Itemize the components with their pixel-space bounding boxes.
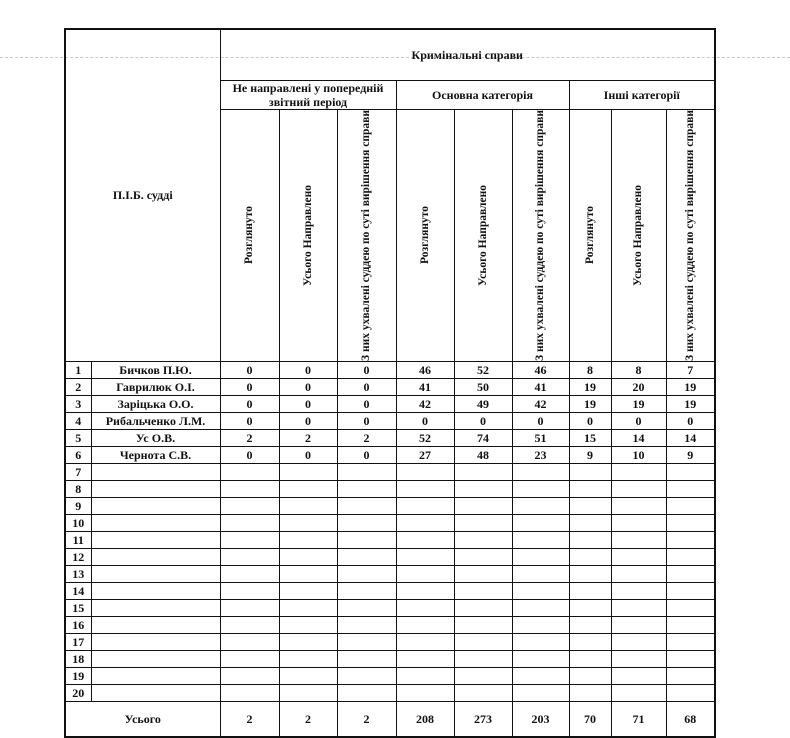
value-cell <box>611 651 666 668</box>
value-cell: 74 <box>454 430 512 447</box>
total-value: 71 <box>611 702 666 738</box>
value-cell <box>279 515 337 532</box>
value-cell: 8 <box>611 362 666 379</box>
value-cell <box>220 498 279 515</box>
value-cell <box>512 651 569 668</box>
value-cell <box>512 464 569 481</box>
value-cell <box>454 583 512 600</box>
table-row <box>65 379 715 396</box>
value-cell: 41 <box>396 379 454 396</box>
value-cell <box>569 600 611 617</box>
table-row <box>65 430 715 447</box>
value-cell: 0 <box>666 413 715 430</box>
column-header <box>279 110 337 362</box>
row-number: 9 <box>65 498 91 515</box>
value-cell <box>611 634 666 651</box>
value-cell <box>337 600 396 617</box>
value-cell: 52 <box>454 362 512 379</box>
column-header-label: Розглянуто <box>418 206 431 265</box>
value-cell: 52 <box>396 430 454 447</box>
value-cell <box>396 464 454 481</box>
table-row <box>65 464 715 481</box>
value-cell <box>611 481 666 498</box>
value-cell: 42 <box>396 396 454 413</box>
column-header <box>220 110 279 362</box>
row-number: 12 <box>65 549 91 566</box>
table-row <box>65 515 715 532</box>
value-cell <box>220 515 279 532</box>
row-number: 10 <box>65 515 91 532</box>
judge-name <box>91 634 220 651</box>
table-row <box>65 634 715 651</box>
value-cell: 19 <box>569 396 611 413</box>
table-row <box>65 600 715 617</box>
row-number: 20 <box>65 685 91 702</box>
total-value: 70 <box>569 702 611 738</box>
value-cell <box>337 617 396 634</box>
value-cell: 0 <box>396 413 454 430</box>
row-number: 8 <box>65 481 91 498</box>
value-cell <box>666 685 715 702</box>
judge-name-header: П.І.Б. судді <box>65 29 220 362</box>
value-cell <box>666 515 715 532</box>
judge-name <box>91 617 220 634</box>
row-number: 14 <box>65 583 91 600</box>
column-header <box>569 110 611 362</box>
value-cell <box>454 685 512 702</box>
value-cell <box>220 685 279 702</box>
value-cell <box>611 600 666 617</box>
value-cell: 0 <box>454 413 512 430</box>
value-cell <box>279 532 337 549</box>
value-cell <box>569 651 611 668</box>
value-cell <box>569 583 611 600</box>
value-cell <box>220 634 279 651</box>
row-number: 5 <box>65 430 91 447</box>
column-header-label: Усього Направлено <box>632 184 644 286</box>
value-cell <box>569 685 611 702</box>
value-cell <box>220 617 279 634</box>
value-cell: 0 <box>279 396 337 413</box>
total-value: 2 <box>220 702 279 738</box>
judge-name <box>91 464 220 481</box>
row-number: 19 <box>65 668 91 685</box>
value-cell: 14 <box>666 430 715 447</box>
table-row <box>65 651 715 668</box>
value-cell <box>220 532 279 549</box>
judge-name: Чернота С.В. <box>91 447 220 464</box>
value-cell <box>279 634 337 651</box>
column-header <box>666 110 715 362</box>
column-header <box>396 110 454 362</box>
table-row <box>65 498 715 515</box>
value-cell: 0 <box>220 379 279 396</box>
row-number: 4 <box>65 413 91 430</box>
value-cell <box>512 481 569 498</box>
value-cell <box>220 549 279 566</box>
value-cell <box>666 651 715 668</box>
value-cell <box>611 464 666 481</box>
value-cell <box>569 617 611 634</box>
value-cell: 2 <box>337 430 396 447</box>
value-cell <box>454 532 512 549</box>
column-header-label: Усього Направлено <box>476 184 489 286</box>
value-cell <box>569 515 611 532</box>
value-cell: 9 <box>569 447 611 464</box>
row-number: 3 <box>65 396 91 413</box>
value-cell <box>569 668 611 685</box>
group-not-sent-previous-period: Не направлені у попередній звітний період <box>220 81 396 110</box>
judge-name <box>91 685 220 702</box>
value-cell: 51 <box>512 430 569 447</box>
judge-name <box>91 600 220 617</box>
value-cell: 0 <box>220 413 279 430</box>
value-cell <box>569 498 611 515</box>
value-cell <box>279 685 337 702</box>
value-cell <box>454 651 512 668</box>
value-cell: 19 <box>569 379 611 396</box>
table-row <box>65 668 715 685</box>
judge-name <box>91 498 220 515</box>
value-cell: 10 <box>611 447 666 464</box>
value-cell <box>512 566 569 583</box>
total-row <box>65 702 715 738</box>
value-cell <box>396 583 454 600</box>
judge-name <box>91 515 220 532</box>
value-cell <box>337 566 396 583</box>
value-cell <box>666 600 715 617</box>
total-value: 203 <box>512 702 569 738</box>
value-cell <box>220 566 279 583</box>
value-cell <box>512 515 569 532</box>
value-cell <box>220 600 279 617</box>
table-row <box>65 566 715 583</box>
value-cell: 0 <box>611 413 666 430</box>
value-cell: 49 <box>454 396 512 413</box>
value-cell: 2 <box>220 430 279 447</box>
value-cell <box>512 600 569 617</box>
value-cell <box>454 481 512 498</box>
value-cell <box>454 498 512 515</box>
value-cell <box>454 668 512 685</box>
value-cell: 0 <box>220 396 279 413</box>
value-cell: 46 <box>396 362 454 379</box>
value-cell: 15 <box>569 430 611 447</box>
value-cell <box>396 532 454 549</box>
value-cell <box>220 651 279 668</box>
judge-name <box>91 532 220 549</box>
value-cell: 2 <box>279 430 337 447</box>
total-value: 273 <box>454 702 512 738</box>
value-cell <box>337 668 396 685</box>
value-cell: 0 <box>569 413 611 430</box>
value-cell: 48 <box>454 447 512 464</box>
value-cell <box>569 634 611 651</box>
value-cell: 0 <box>220 447 279 464</box>
value-cell <box>666 549 715 566</box>
row-number: 7 <box>65 464 91 481</box>
value-cell <box>454 617 512 634</box>
value-cell: 27 <box>396 447 454 464</box>
total-value: 208 <box>396 702 454 738</box>
value-cell: 0 <box>279 362 337 379</box>
value-cell <box>454 566 512 583</box>
value-cell <box>611 583 666 600</box>
value-cell <box>512 532 569 549</box>
value-cell: 0 <box>512 413 569 430</box>
judge-name <box>91 481 220 498</box>
value-cell: 14 <box>611 430 666 447</box>
row-number: 17 <box>65 634 91 651</box>
value-cell <box>337 515 396 532</box>
value-cell: 0 <box>279 447 337 464</box>
value-cell: 20 <box>611 379 666 396</box>
value-cell <box>569 566 611 583</box>
value-cell <box>611 566 666 583</box>
value-cell: 46 <box>512 362 569 379</box>
value-cell <box>279 583 337 600</box>
total-label: Усього <box>65 702 220 738</box>
table-row <box>65 583 715 600</box>
value-cell: 0 <box>337 413 396 430</box>
value-cell: 0 <box>279 379 337 396</box>
value-cell <box>512 583 569 600</box>
value-cell: 50 <box>454 379 512 396</box>
value-cell <box>337 685 396 702</box>
value-cell: 19 <box>666 396 715 413</box>
value-cell <box>611 549 666 566</box>
value-cell <box>454 600 512 617</box>
value-cell <box>569 464 611 481</box>
value-cell: 9 <box>666 447 715 464</box>
value-cell <box>337 549 396 566</box>
value-cell <box>396 566 454 583</box>
value-cell <box>512 498 569 515</box>
value-cell <box>396 515 454 532</box>
value-cell: 42 <box>512 396 569 413</box>
judge-name <box>91 566 220 583</box>
table-row <box>65 617 715 634</box>
value-cell: 23 <box>512 447 569 464</box>
value-cell <box>279 464 337 481</box>
judge-name <box>91 651 220 668</box>
value-cell <box>396 651 454 668</box>
judge-name: Гаврилюк О.І. <box>91 379 220 396</box>
column-header <box>454 110 512 362</box>
judge-name <box>91 583 220 600</box>
column-header-label: Розглянуто <box>243 206 255 265</box>
value-cell: 7 <box>666 362 715 379</box>
row-number: 18 <box>65 651 91 668</box>
judge-name: Рибальченко Л.М. <box>91 413 220 430</box>
value-cell <box>611 532 666 549</box>
column-header-label: З них ухвалені суддею по суті вирішення справи <box>683 110 696 361</box>
table-row <box>65 396 715 413</box>
table-row <box>65 481 715 498</box>
total-value: 2 <box>337 702 396 738</box>
value-cell <box>279 617 337 634</box>
value-cell <box>666 481 715 498</box>
table-row <box>65 685 715 702</box>
value-cell <box>220 481 279 498</box>
value-cell <box>666 532 715 549</box>
value-cell <box>611 617 666 634</box>
value-cell <box>666 566 715 583</box>
judge-name: Бичков П.Ю. <box>91 362 220 379</box>
value-cell: 0 <box>337 447 396 464</box>
value-cell: 19 <box>666 379 715 396</box>
row-number: 6 <box>65 447 91 464</box>
table-row <box>65 549 715 566</box>
criminal-cases-title: Кримінальні справи <box>220 29 715 81</box>
value-cell <box>611 515 666 532</box>
value-cell <box>611 668 666 685</box>
value-cell <box>569 549 611 566</box>
value-cell <box>454 464 512 481</box>
value-cell <box>454 634 512 651</box>
value-cell <box>279 498 337 515</box>
value-cell <box>512 617 569 634</box>
row-number: 13 <box>65 566 91 583</box>
value-cell <box>512 549 569 566</box>
value-cell <box>396 549 454 566</box>
value-cell <box>220 583 279 600</box>
value-cell <box>454 549 512 566</box>
row-number: 16 <box>65 617 91 634</box>
value-cell <box>337 481 396 498</box>
column-header <box>512 110 569 362</box>
value-cell <box>279 651 337 668</box>
column-header <box>611 110 666 362</box>
value-cell <box>666 617 715 634</box>
table-row <box>65 362 715 379</box>
value-cell <box>337 634 396 651</box>
value-cell <box>666 498 715 515</box>
table-row <box>65 413 715 430</box>
value-cell: 41 <box>512 379 569 396</box>
total-value: 2 <box>279 702 337 738</box>
value-cell <box>611 685 666 702</box>
value-cell <box>396 600 454 617</box>
value-cell <box>279 600 337 617</box>
value-cell <box>279 668 337 685</box>
value-cell <box>279 549 337 566</box>
judge-name <box>91 549 220 566</box>
value-cell: 0 <box>220 362 279 379</box>
value-cell <box>396 617 454 634</box>
group-main-category: Основна категорія <box>396 81 569 110</box>
value-cell <box>396 685 454 702</box>
value-cell <box>220 464 279 481</box>
value-cell <box>454 515 512 532</box>
value-cell <box>396 634 454 651</box>
value-cell: 0 <box>279 413 337 430</box>
value-cell <box>666 464 715 481</box>
row-number: 1 <box>65 362 91 379</box>
value-cell <box>337 583 396 600</box>
row-number: 11 <box>65 532 91 549</box>
value-cell <box>337 532 396 549</box>
judge-name: Заріцька О.О. <box>91 396 220 413</box>
value-cell <box>666 634 715 651</box>
group-other-categories: Інші категорії <box>569 81 715 110</box>
column-header-label: Розглянуто <box>583 206 596 265</box>
column-header-label: З них ухвалені суддею по суті вирішення справи <box>360 110 372 361</box>
value-cell <box>396 668 454 685</box>
column-header-label: Усього Направлено <box>301 184 314 286</box>
column-header <box>337 110 396 362</box>
value-cell <box>396 498 454 515</box>
value-cell <box>569 532 611 549</box>
value-cell: 0 <box>337 362 396 379</box>
judge-name: Ус О.В. <box>91 430 220 447</box>
criminal-cases-report-table <box>64 28 716 738</box>
value-cell <box>279 566 337 583</box>
row-number: 15 <box>65 600 91 617</box>
judge-name <box>91 668 220 685</box>
value-cell <box>279 481 337 498</box>
value-cell <box>337 651 396 668</box>
value-cell <box>396 481 454 498</box>
value-cell <box>512 634 569 651</box>
value-cell: 19 <box>611 396 666 413</box>
table-row <box>65 447 715 464</box>
value-cell <box>337 464 396 481</box>
value-cell <box>611 498 666 515</box>
value-cell <box>666 668 715 685</box>
value-cell <box>220 668 279 685</box>
value-cell <box>512 685 569 702</box>
row-number: 2 <box>65 379 91 396</box>
value-cell <box>337 498 396 515</box>
total-value: 68 <box>666 702 715 738</box>
table-row <box>65 532 715 549</box>
value-cell <box>512 668 569 685</box>
value-cell: 0 <box>337 379 396 396</box>
value-cell <box>666 583 715 600</box>
value-cell: 0 <box>337 396 396 413</box>
value-cell: 8 <box>569 362 611 379</box>
value-cell <box>569 481 611 498</box>
column-header-label: З них ухвалені суддею по суті вирішення справи <box>534 110 546 361</box>
